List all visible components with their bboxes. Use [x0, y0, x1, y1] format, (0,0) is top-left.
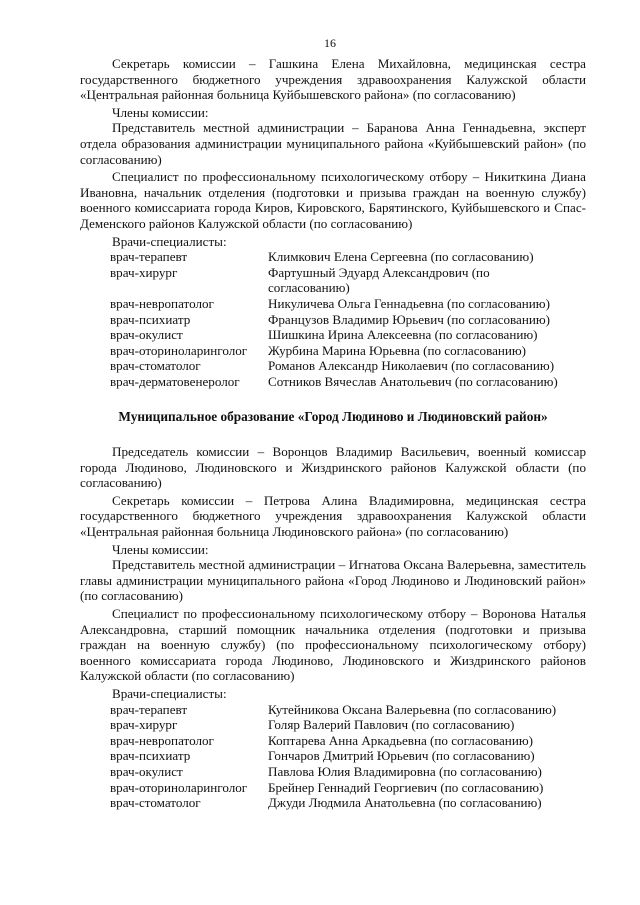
admin-representative-paragraph: Представитель местной администрации – Баранова Анна Геннадьевна, эксперт отдела образования администрации муниципального района «Куйбышевский район» (по согласованию) [80, 120, 586, 167]
doctor-name: Коптарева Анна Аркадьевна (по согласованию) [268, 732, 533, 748]
doctor-row [110, 358, 586, 374]
doctor-name: Климкович Елена Сергеевна (по согласованию) [268, 249, 534, 265]
doctor-role: врач-стоматолог [110, 795, 201, 811]
doctors-list [110, 249, 586, 389]
doctor-name: Шишкина Ирина Алексеевна (по согласованию) [268, 327, 538, 343]
doctor-role: врач-невропатолог [110, 732, 214, 748]
doctor-row [110, 343, 586, 359]
doctors-list [110, 702, 586, 811]
page-number: 16 [324, 36, 336, 50]
doctor-name: Джуди Людмила Анатольевна (по согласованию) [268, 795, 542, 811]
doctor-name: Брейнер Геннадий Георгиевич (по согласованию) [268, 779, 544, 795]
psych-specialist-paragraph: Специалист по профессиональному психологическому отбору – Никиткина Диана Ивановна, начальник отделения (подготовки и призыва граждан на военную службу) военного комиссариата города Киров, Кировского, Барятинского, Куйбышевского и Спас-Деменского районов Калужской области (по согласованию) [80, 169, 586, 231]
doctor-row [110, 702, 586, 718]
doctor-row [110, 249, 586, 265]
doctor-row [110, 733, 586, 749]
doctor-row [110, 327, 586, 343]
doctor-role: врач-невропатолог [110, 295, 214, 311]
doctor-role: врач-терапевт [110, 701, 188, 717]
section-heading: Муниципальное образование «Город Людиново и Людиновский район» [118, 409, 548, 425]
doctor-role: врач-оториноларинголог [110, 779, 248, 795]
psych-specialist-paragraph: Специалист по профессиональному психологическому отбору – Воронова Наталья Александровна, старший помощник начальника отделения (подготовки и призыва граждан на военную службу) (по профессиональному психологическому отбору) военного комиссариата города Людиново, Людиновского и Жиздринского районов Калужской области (по согласованию) [80, 606, 586, 684]
doctor-role: врач-окулист [110, 327, 183, 343]
doctor-name: Романов Александр Николаевич (по согласованию) [268, 358, 555, 374]
doctor-row [110, 795, 586, 811]
doctor-name: Гончаров Дмитрий Юрьевич (по согласованию) [268, 748, 535, 764]
document-content [80, 56, 586, 811]
doctor-role: врач-психиатр [110, 748, 191, 764]
doctor-role: врач-окулист [110, 763, 183, 779]
doctor-role: врач-дерматовенеролог [110, 373, 240, 389]
members-label: Члены комиссии: [112, 104, 209, 120]
doctor-role: врач-хирург [110, 717, 178, 733]
doctor-row [110, 717, 586, 733]
doctor-name: Павлова Юлия Владимировна (по согласованию) [268, 763, 542, 779]
doctor-name: Французов Владимир Юрьевич (по согласованию) [268, 311, 550, 327]
doctor-role: врач-психиатр [110, 311, 191, 327]
admin-representative-paragraph: Представитель местной администрации – Игнатова Оксана Валерьевна, заместитель главы администрации муниципального района «Город Людиново и Людиновский район» (по согласованию) [80, 557, 586, 604]
doctor-name: Сотников Вячеслав Анатольевич (по согласованию) [268, 373, 558, 389]
chairman-paragraph: Председатель комиссии – Воронцов Владимир Васильевич, военный комиссар города Людиново, Людиновского и Жиздринского районов Калужской области (по согласованию) [80, 444, 586, 491]
doctor-name: Фартушный Эдуард Александрович (по согласованию) [268, 264, 490, 296]
doctor-role: врач-стоматолог [110, 358, 201, 374]
secretary-paragraph: Секретарь комиссии – Петрова Алина Владимировна, медицинская сестра государственного бюджетного учреждения здравоохранения Калужской области «Центральная районная больница Людиновского района» (по согласованию) [80, 492, 586, 540]
doctor-row [110, 312, 586, 328]
members-label: Члены комиссии: [112, 541, 209, 557]
doctor-row [110, 265, 586, 296]
doctor-row [110, 748, 586, 764]
doctor-row [110, 374, 586, 390]
doctor-row [110, 296, 586, 312]
doctor-role: врач-терапевт [110, 249, 188, 265]
doctor-name: Журбина Марина Юрьевна (по согласованию) [268, 342, 527, 358]
doctor-name: Никуличева Ольга Геннадьевна (по согласованию) [268, 295, 550, 311]
doctor-name: Кутейникова Оксана Валерьевна (по согласованию) [268, 701, 557, 717]
secretary-paragraph: Секретарь комиссии – Гашкина Елена Михайловна, медицинская сестра государственного бюджетного учреждения здравоохранения Калужской области «Центральная районная больница Куйбышевского района» (по согласованию) [80, 56, 586, 103]
doctors-label: Врачи-специалисты: [112, 233, 227, 249]
doctors-label: Врачи-специалисты: [112, 685, 227, 701]
doctor-role: врач-хирург [110, 264, 178, 280]
doctor-row [110, 780, 586, 796]
doctor-role: врач-оториноларинголог [110, 342, 248, 358]
doctor-row [110, 764, 586, 780]
doctor-name: Голяр Валерий Павлович (по согласованию) [268, 717, 515, 733]
